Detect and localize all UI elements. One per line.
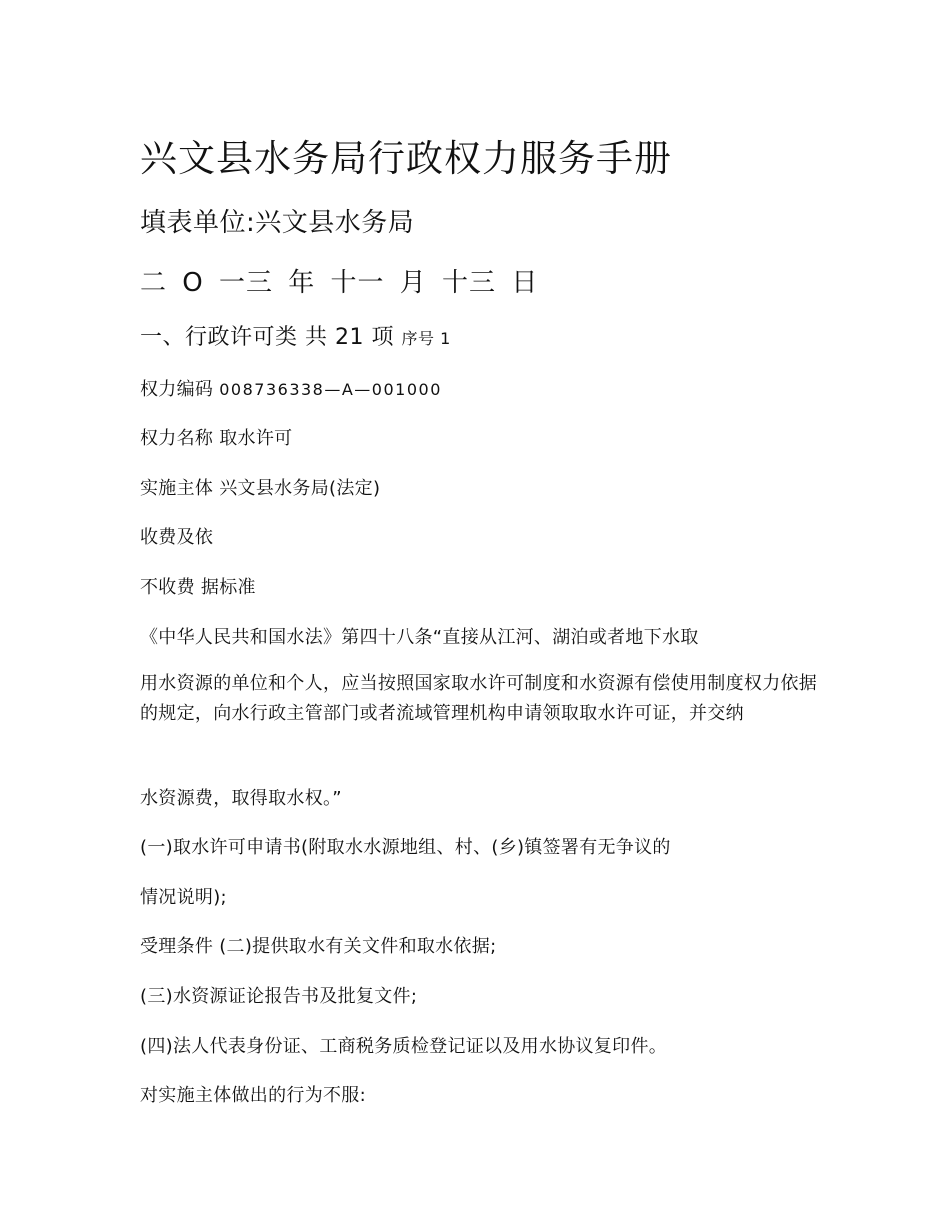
power-code-line <box>140 375 442 401</box>
section-title: 一、行政许可类 共 21 项 <box>140 325 394 350</box>
condition-2: 受理条件 (二)提供取水有关文件和取水依据; <box>140 936 497 957</box>
power-code-value: 008736338—A—001000 <box>219 380 442 399</box>
condition-4: (四)法人代表身份证、工商税务质检登记证以及用水协议复印件。 <box>140 1036 668 1057</box>
fee-line-1: 收费及依 <box>140 527 214 548</box>
date-line: 二 O 一三 年 十一 月 十三 日 <box>140 268 539 298</box>
condition-3: (三)水资源证论报告书及批复文件; <box>140 986 418 1007</box>
power-code-label: 权力编码 <box>140 379 214 400</box>
condition-1b: 情况说明); <box>140 887 227 908</box>
section-seq: 序号 1 <box>401 329 451 348</box>
law-line-1: 《中华人民共和国水法》第四十八条“直接从江河、湖泊或者地下水取 <box>140 627 699 648</box>
appeal-line: 对实施主体做出的行为不服: <box>140 1085 366 1106</box>
filler-unit-line: 填表单位:兴文县水务局 <box>140 208 415 238</box>
subject-line: 实施主体 兴文县水务局(法定) <box>140 478 381 499</box>
power-name-line: 权力名称 取水许可 <box>140 428 293 449</box>
condition-1a: (一)取水许可申请书(附取水水源地组、村、(乡)镇签署有无争议的 <box>140 837 671 858</box>
law-line-end: 水资源费，取得取水权。” <box>140 788 342 809</box>
document-title: 兴文县水务局行政权力服务手册 <box>140 137 672 180</box>
fee-line-2: 不收费 据标准 <box>140 577 256 598</box>
law-paragraph: 用水资源的单位和个人，应当按照国家取水许可制度和水资源有偿使用制度权力依据 的规定，向水行政主管部门或者流域管理机构申请领取取水许可证，并交纳 <box>140 673 818 724</box>
section-heading <box>140 320 451 351</box>
